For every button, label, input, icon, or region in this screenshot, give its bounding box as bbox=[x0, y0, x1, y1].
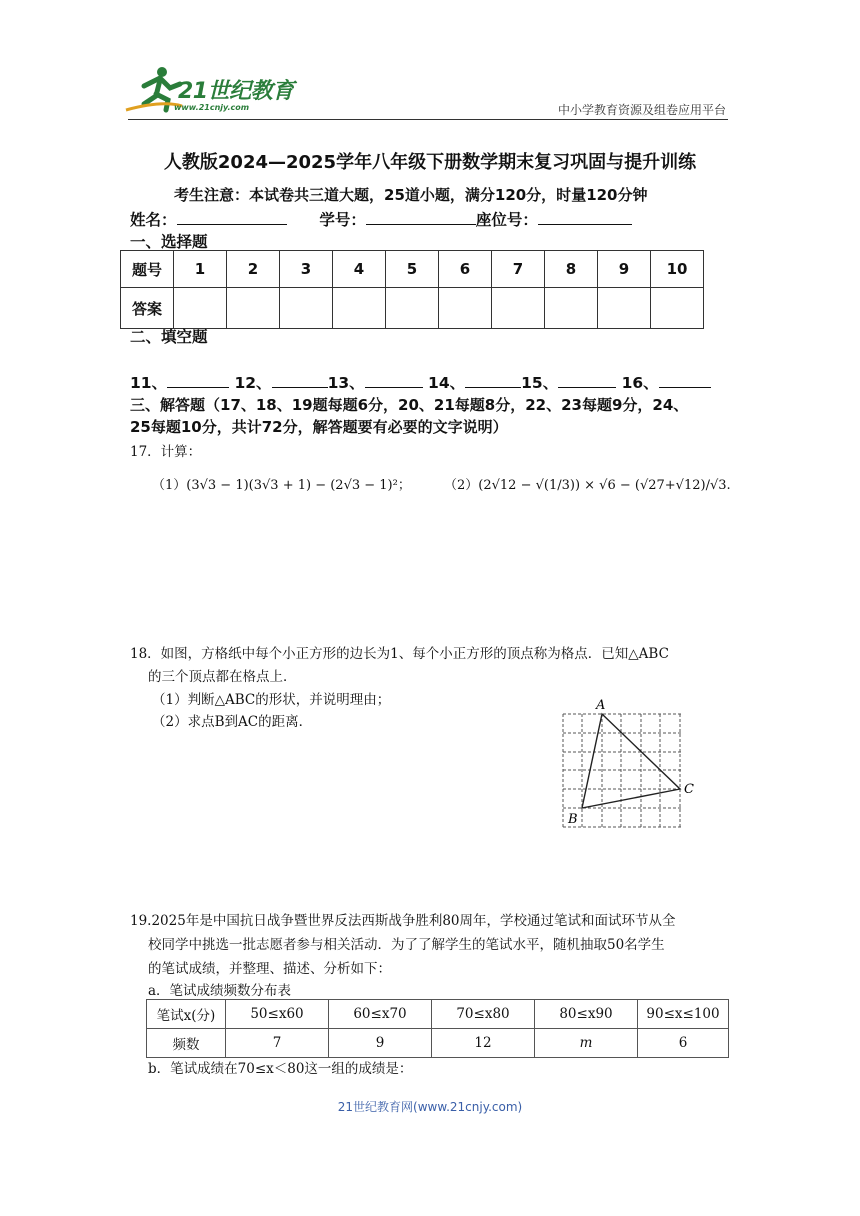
col-number: 6 bbox=[439, 251, 492, 288]
col-number: 3 bbox=[280, 251, 333, 288]
page-title: 人教版2024—2025学年八年级下册数学期末复习巩固与提升训练 bbox=[163, 152, 697, 173]
blank-12[interactable] bbox=[272, 373, 328, 388]
blank-label-12: 12、 bbox=[234, 374, 272, 392]
freq-header-cell: 50≤x60 bbox=[226, 1000, 329, 1029]
question-number-row bbox=[121, 251, 704, 288]
freq-value-cell: m bbox=[535, 1029, 638, 1058]
freq-value-cell: 7 bbox=[226, 1029, 329, 1058]
answer-cell[interactable] bbox=[598, 288, 651, 329]
row-label-number: 题号 bbox=[121, 251, 174, 288]
blank-16[interactable] bbox=[659, 373, 711, 388]
blank-label-15: 15、 bbox=[521, 374, 559, 392]
col-number: 2 bbox=[227, 251, 280, 288]
q18-line2: 的三个顶点都在格点上． bbox=[148, 669, 297, 685]
q17-stem: 17．计算： bbox=[130, 444, 202, 460]
seat-label: 座位号： bbox=[475, 211, 538, 229]
answer-cell[interactable] bbox=[651, 288, 704, 329]
blank-label-14: 14、 bbox=[428, 374, 466, 392]
frequency-table bbox=[146, 999, 729, 1058]
name-label: 姓名： bbox=[130, 211, 177, 229]
freq-header-cell: 70≤x80 bbox=[432, 1000, 535, 1029]
blank-label-13: 13、 bbox=[327, 374, 365, 392]
freq-header-cell: 60≤x70 bbox=[329, 1000, 432, 1029]
q19-b-label: b．笔试成绩在70≤x＜80这一组的成绩是： bbox=[148, 1061, 413, 1077]
col-number: 10 bbox=[651, 251, 704, 288]
footer-link[interactable]: 21世纪教育网(www.21cnjy.com) bbox=[337, 1100, 523, 1114]
logo-text: 21世纪教育 bbox=[178, 79, 294, 104]
blank-label-16: 16、 bbox=[621, 374, 659, 392]
blank-14[interactable] bbox=[465, 373, 521, 388]
blank-13[interactable] bbox=[365, 373, 423, 388]
exam-notice: 考生注意：本试卷共三道大题，25道小题，满分120分，时量120分钟 bbox=[174, 186, 648, 204]
q18-line1: 18．如图，方格纸中每个小正方形的边长为1、每个小正方形的顶点称为格点．已知△ABC bbox=[130, 646, 669, 662]
platform-label: 中小学教育资源及组卷应用平台 bbox=[557, 103, 726, 117]
vertex-b-label: B bbox=[568, 812, 578, 827]
freq-header-cell: 笔试x(分) bbox=[147, 1000, 226, 1029]
blank-15[interactable] bbox=[558, 373, 616, 388]
col-number: 7 bbox=[492, 251, 545, 288]
freq-value-cell: 频数 bbox=[147, 1029, 226, 1058]
name-field[interactable] bbox=[177, 210, 287, 225]
fill-blank-line bbox=[130, 371, 711, 393]
vertex-c-label: C bbox=[684, 782, 694, 797]
q19-line3: 的笔试成绩，并整理、描述、分析如下： bbox=[148, 961, 391, 977]
answer-cell[interactable] bbox=[174, 288, 227, 329]
row-label-answer: 答案 bbox=[121, 288, 174, 329]
freq-header-cell: 90≤x≤100 bbox=[638, 1000, 729, 1029]
answer-cell[interactable] bbox=[545, 288, 598, 329]
blank-label-11: 11、 bbox=[130, 374, 168, 392]
freq-value-cell: 9 bbox=[329, 1029, 432, 1058]
freq-header-cell: 80≤x90 bbox=[535, 1000, 638, 1029]
section2-title: 二、填空题 bbox=[130, 328, 208, 346]
id-field[interactable] bbox=[366, 210, 476, 225]
q19-a-label: a．笔试成绩频数分布表 bbox=[148, 983, 292, 999]
section1-title: 一、选择题 bbox=[130, 233, 208, 251]
header-divider bbox=[128, 119, 728, 120]
col-number: 4 bbox=[333, 251, 386, 288]
q17-part2: （2）(2√12 − √(1/3)) × √6 − (√27+√12)/√3. bbox=[444, 478, 731, 493]
triangle-abc bbox=[582, 714, 680, 808]
answer-cell[interactable] bbox=[280, 288, 333, 329]
logo-url: www.21cnjy.com bbox=[174, 103, 250, 112]
q18-part2: （2）求点B到AC的距离． bbox=[152, 714, 313, 730]
q19-line2: 校同学中挑选一批志愿者参与相关活动．为了了解学生的笔试水平，随机抽取50名学生 bbox=[148, 937, 665, 953]
section3-title-line2: 25每题10分，共计72分，解答题要有必要的文字说明） bbox=[130, 418, 508, 436]
answer-cell[interactable] bbox=[386, 288, 439, 329]
col-number: 1 bbox=[174, 251, 227, 288]
vertex-a-label: A bbox=[596, 698, 606, 713]
q19-line1: 19.2025年是中国抗日战争暨世界反法西斯战争胜利80周年，学校通过笔试和面试环节从全 bbox=[130, 913, 676, 929]
freq-value-cell: 12 bbox=[432, 1029, 535, 1058]
answer-cell[interactable] bbox=[439, 288, 492, 329]
blank-11[interactable] bbox=[167, 373, 229, 388]
answer-row bbox=[121, 288, 704, 329]
triangle-grid-figure bbox=[555, 696, 705, 832]
freq-value-cell: 6 bbox=[638, 1029, 729, 1058]
answer-table bbox=[120, 250, 704, 329]
section3-title-line1: 三、解答题（17、18、19题每题6分，20、21每题8分，22、23每题9分，24、 bbox=[130, 396, 689, 414]
seat-field[interactable] bbox=[538, 210, 632, 225]
col-number: 9 bbox=[598, 251, 651, 288]
col-number: 5 bbox=[386, 251, 439, 288]
id-label: 学号： bbox=[319, 211, 366, 229]
answer-cell[interactable] bbox=[227, 288, 280, 329]
answer-cell[interactable] bbox=[492, 288, 545, 329]
grid-lines bbox=[563, 714, 681, 827]
freq-value-row bbox=[147, 1029, 729, 1058]
q17-part1: （1）(3√3 − 1)(3√3 + 1) − (2√3 − 1)²； bbox=[152, 478, 411, 493]
student-info-line bbox=[130, 208, 632, 230]
answer-cell[interactable] bbox=[333, 288, 386, 329]
col-number: 8 bbox=[545, 251, 598, 288]
freq-header-row bbox=[147, 1000, 729, 1029]
q18-part1: （1）判断△ABC的形状，并说明理由； bbox=[152, 692, 391, 708]
